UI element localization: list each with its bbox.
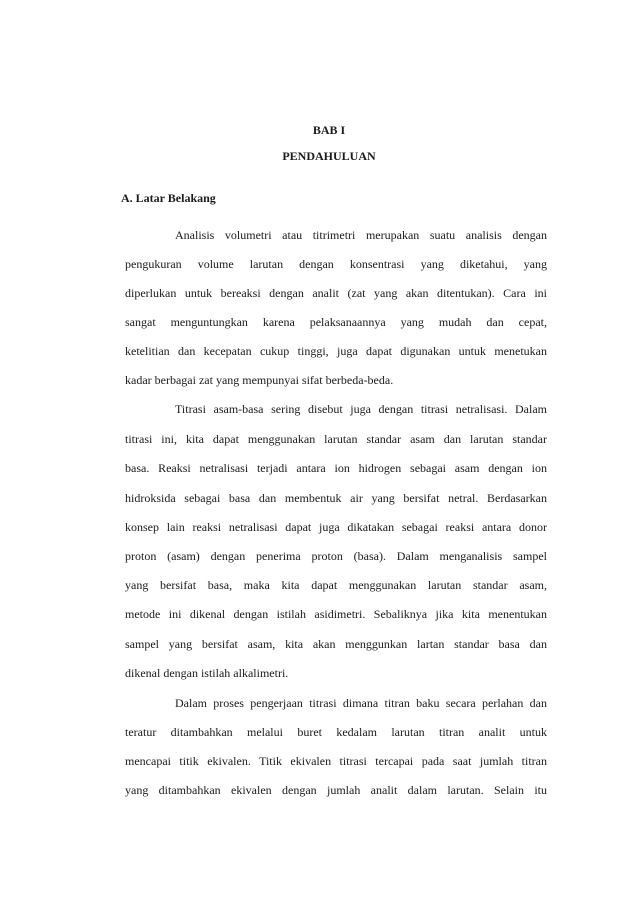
paragraph-line: yang ditambahkan ekivalen dengan jumlah analit dalam larutan. Selain itu	[125, 783, 547, 797]
paragraph-line: konsep lain reaksi netralisasi dapat juga dikatakan sebagai reaksi antara donor	[125, 520, 547, 534]
paragraph-line: hidroksida sebagai basa dan membentuk air yang bersifat netral. Berdasarkan	[125, 491, 547, 505]
chapter-title: PENDAHULUAN	[282, 149, 376, 163]
paragraph-line: metode ini dikenal dengan istilah asidimetri. Sebaliknya jika kita menentukan	[125, 607, 547, 621]
paragraph-line: ketelitian dan kecepatan cukup tinggi, juga dapat digunakan untuk menetukan	[125, 344, 547, 358]
chapter-number: BAB I	[312, 123, 346, 137]
paragraph-line: Titrasi asam-basa sering disebut juga dengan titrasi netralisasi. Dalam	[175, 402, 547, 416]
paragraph-line: pengukuran volume larutan dengan konsentrasi yang diketahui, yang	[125, 257, 547, 271]
paragraph-line: proton (asam) dengan penerima proton (basa). Dalam menganalisis sampel	[125, 549, 547, 563]
paragraph-line: Analisis volumetri atau titrimetri merupakan suatu analisis dengan	[175, 228, 547, 242]
paragraph-line: mencapai titik ekivalen. Titik ekivalen titrasi tercapai pada saat jumlah titran	[125, 754, 547, 768]
paragraph-line: sampel yang bersifat asam, kita akan menggunkan lartan standar basa dan	[125, 637, 547, 651]
paragraph-line: teratur ditambahkan melalui buret kedalam larutan titran analit untuk	[125, 725, 547, 739]
paragraph-line: diperlukan untuk bereaksi dengan analit (zat yang akan ditentukan). Cara ini	[125, 286, 547, 300]
paragraph-line: Dalam proses pengerjaan titrasi dimana titran baku secara perlahan dan	[175, 696, 547, 710]
paragraph-line: sangat menguntungkan karena pelaksanaannya yang mudah dan cepat,	[125, 315, 547, 329]
section-heading: A. Latar Belakang	[121, 191, 216, 205]
paragraph-line: yang bersifat basa, maka kita dapat menggunakan larutan standar asam,	[125, 578, 547, 592]
paragraph-line: kadar berbagai zat yang mempunyai sifat berbeda-beda.	[125, 373, 394, 387]
paragraph-line: basa. Reaksi netralisasi terjadi antara ion hidrogen sebagai asam dengan ion	[125, 461, 547, 475]
paragraph-line: titrasi ini, kita dapat menggunakan larutan standar asam dan larutan standar	[125, 432, 547, 446]
paragraph-line: dikenal dengan istilah alkalimetri.	[125, 666, 289, 680]
